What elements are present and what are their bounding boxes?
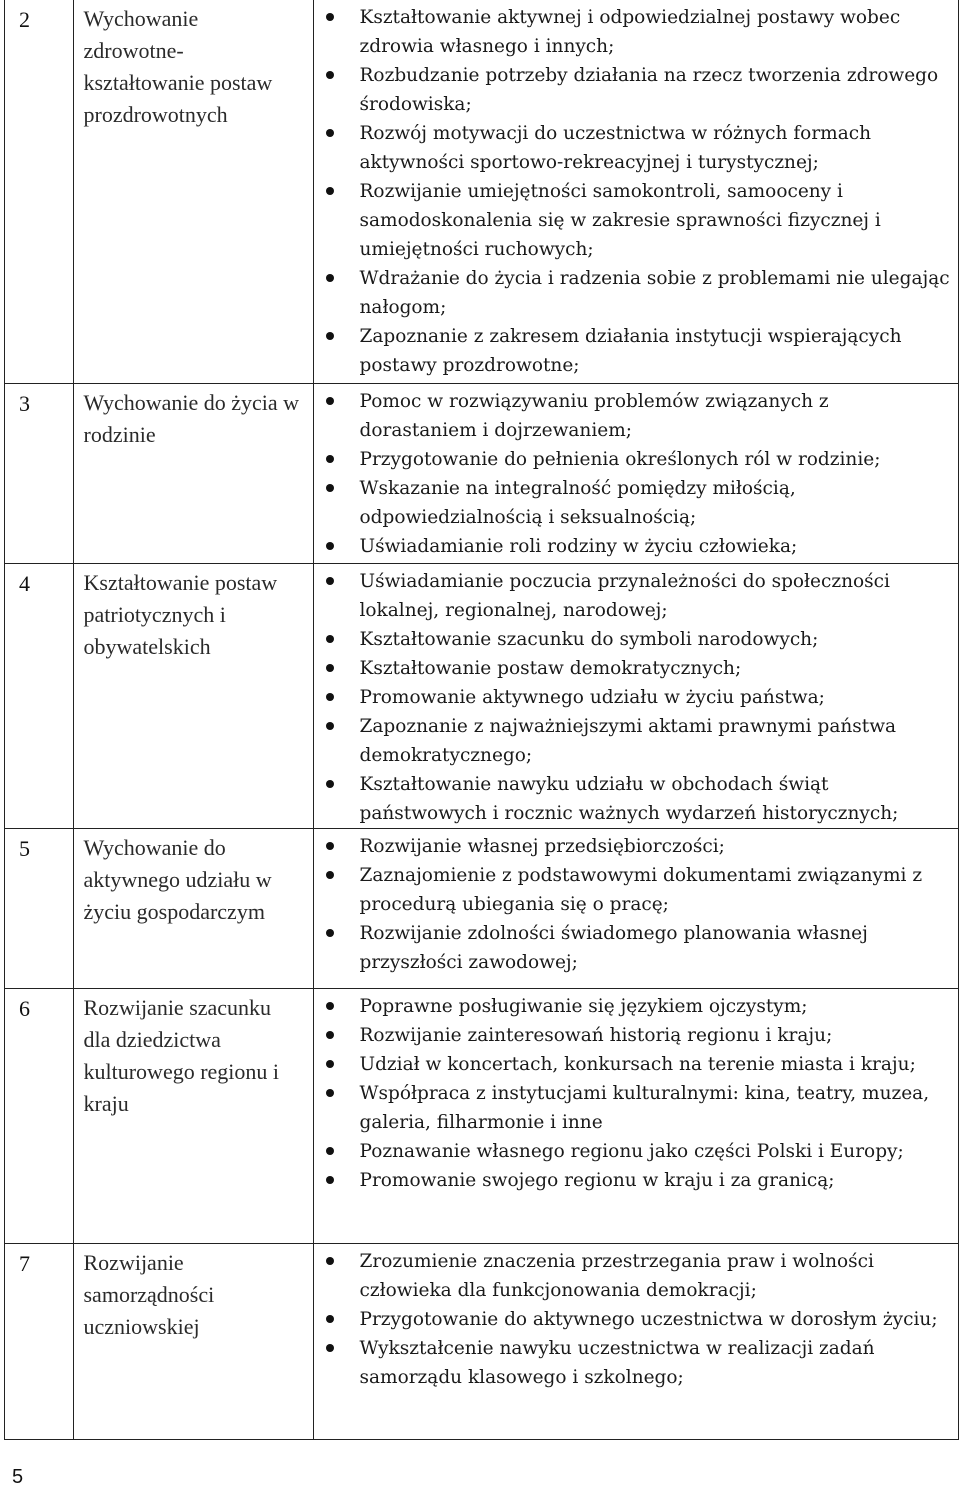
- bullet-icon: [326, 780, 334, 788]
- list-item: [314, 683, 951, 712]
- row-title: Wychowanie do życia w rodzinie: [73, 383, 313, 563]
- bullet-icon: [326, 484, 334, 492]
- list-item: [314, 712, 951, 770]
- list-item: [314, 3, 951, 61]
- row-number: 3: [5, 383, 73, 563]
- list-item-text: Kształtowanie aktywnej i odpowiedzialnej postawy wobec zdrowia własnego i innych;: [359, 7, 901, 57]
- table-row: [5, 383, 958, 563]
- bullet-icon: [326, 1060, 334, 1068]
- list-item: [314, 1137, 951, 1166]
- list-item-text: Wskazanie na integralność pomiędzy miłością, odpowiedzialnością i seksualnością;: [359, 477, 796, 528]
- list-item: [314, 992, 951, 1021]
- list-item: [314, 567, 951, 625]
- list-item: [314, 177, 951, 264]
- list-item-text: Uświadamianie poczucia przynależności do społeczności lokalnej, regionalnej, narodowej;: [359, 570, 890, 621]
- list-item: [314, 625, 951, 654]
- bullet-icon: [326, 722, 334, 730]
- table-row: [5, 1243, 958, 1439]
- row-number: 5: [5, 828, 73, 988]
- list-item: [314, 654, 951, 683]
- list-item-text: Zapoznanie z zakresem działania instytucji wspierających postawy prozdrowotne;: [359, 326, 902, 376]
- list-item-text: Wdrażanie do życia i radzenia sobie z problemami nie ulegając nałogom;: [359, 268, 950, 318]
- bullet-icon: [326, 397, 334, 405]
- bullet-list: [314, 3, 951, 380]
- list-item: [314, 445, 951, 474]
- list-item-text: Kształtowanie postaw demokratycznych;: [359, 657, 742, 679]
- list-item: [314, 1334, 951, 1392]
- list-item: [314, 387, 951, 445]
- list-item: [314, 61, 951, 119]
- row-items: [313, 988, 958, 1243]
- row-title: Wychowanie zdrowotne-kształtowanie postaw prozdrowotnych: [73, 0, 313, 383]
- row-items: [313, 563, 958, 828]
- list-item: [314, 474, 951, 532]
- bullet-icon: [326, 929, 334, 937]
- bullet-icon: [326, 1031, 334, 1039]
- bullet-list: [314, 567, 951, 828]
- bullet-icon: [326, 71, 334, 79]
- list-item-text: Rozwijanie zdolności świadomego planowania własnej przyszłości zawodowej;: [359, 922, 868, 973]
- bullet-icon: [326, 1315, 334, 1323]
- list-item: [314, 1021, 951, 1050]
- bullet-icon: [326, 1002, 334, 1010]
- list-item-text: Zapoznanie z najważniejszymi aktami prawnymi państwa demokratycznego;: [359, 715, 897, 766]
- bullet-icon: [326, 455, 334, 463]
- bullet-icon: [326, 693, 334, 701]
- bullet-icon: [326, 1344, 334, 1352]
- list-item-text: Rozbudzanie potrzeby działania na rzecz tworzenia zdrowego środowiska;: [359, 65, 939, 115]
- bullet-icon: [326, 635, 334, 643]
- list-item: [314, 1050, 951, 1079]
- list-item: [314, 861, 951, 919]
- table-row: [5, 563, 958, 828]
- bullet-icon: [326, 1147, 334, 1155]
- bullet-icon: [326, 1176, 334, 1184]
- list-item-text: Rozwijanie własnej przedsiębiorczości;: [359, 835, 725, 857]
- program-table: [5, 0, 958, 1439]
- list-item-text: Przygotowanie do pełnienia określonych ról w rodzinie;: [359, 448, 881, 470]
- table-row: [5, 0, 958, 383]
- row-number: 4: [5, 563, 73, 828]
- list-item: [314, 832, 951, 861]
- bullet-icon: [326, 842, 334, 850]
- bullet-icon: [326, 1089, 334, 1097]
- bullet-icon: [326, 664, 334, 672]
- program-table-frame: [4, 0, 959, 1440]
- list-item: [314, 1166, 951, 1195]
- bullet-icon: [326, 542, 334, 550]
- row-title: Wychowanie do aktywnego udziału w życiu gospodarczym: [73, 828, 313, 988]
- list-item: [314, 770, 951, 828]
- list-item-text: Zrozumienie znaczenia przestrzegania praw i wolności człowieka dla funkcjonowania demokracji;: [359, 1250, 874, 1301]
- bullet-icon: [326, 187, 334, 195]
- row-items: [313, 1243, 958, 1439]
- bullet-icon: [326, 274, 334, 282]
- list-item-text: Pomoc w rozwiązywaniu problemów związanych z dorastaniem i dojrzewaniem;: [359, 390, 829, 441]
- list-item-text: Poprawne posługiwanie się językiem ojczystym;: [359, 995, 808, 1017]
- bullet-icon: [326, 129, 334, 137]
- list-item-text: Kształtowanie nawyku udziału w obchodach świąt państwowych i rocznic ważnych wydarzeń historycznych;: [359, 773, 899, 824]
- list-item-text: Promowanie swojego regionu w kraju i za granicą;: [359, 1169, 835, 1191]
- bullet-icon: [326, 871, 334, 879]
- row-items: [313, 383, 958, 563]
- list-item: [314, 919, 951, 977]
- list-item: [314, 1079, 951, 1137]
- row-title: Kształtowanie postaw patriotycznych i obywatelskich: [73, 563, 313, 828]
- list-item-text: Promowanie aktywnego udziału w życiu państwa;: [359, 686, 825, 708]
- row-items: [313, 828, 958, 988]
- list-item-text: Współpraca z instytucjami kulturalnymi: kina, teatry, muzea, galeria, filharmonie i inne: [359, 1082, 930, 1133]
- page-number: 5: [12, 1466, 24, 1488]
- list-item-text: Udział w koncertach, konkursach na terenie miasta i kraju;: [359, 1053, 916, 1075]
- list-item-text: Rozwijanie zainteresowań historią regionu i kraju;: [359, 1024, 833, 1046]
- list-item-text: Rozwój motywacji do uczestnictwa w różnych formach aktywności sportowo-rekreacyjnej i turystycznej;: [359, 123, 872, 173]
- row-title: Rozwijanie szacunku dla dziedzictwa kulturowego regionu i kraju: [73, 988, 313, 1243]
- list-item-text: Zaznajomienie z podstawowymi dokumentami związanymi z procedurą ubiegania się o pracę;: [359, 864, 923, 915]
- bullet-list: [314, 387, 951, 561]
- list-item-text: Poznawanie własnego regionu jako części Polski i Europy;: [359, 1140, 904, 1162]
- row-number: 2: [5, 0, 73, 383]
- list-item-text: Wykształcenie nawyku uczestnictwa w realizacji zadań samorządu klasowego i szkolnego;: [359, 1337, 875, 1388]
- list-item-text: Przygotowanie do aktywnego uczestnictwa w dorosłym życiu;: [359, 1308, 938, 1330]
- list-item: [314, 119, 951, 177]
- bullet-icon: [326, 577, 334, 585]
- row-items: [313, 0, 958, 383]
- table-row: [5, 988, 958, 1243]
- bullet-list: [314, 832, 951, 977]
- table-row: [5, 828, 958, 988]
- list-item-text: Uświadamianie roli rodziny w życiu człowieka;: [359, 535, 798, 557]
- row-number: 7: [5, 1243, 73, 1439]
- list-item: [314, 532, 951, 561]
- list-item: [314, 1247, 951, 1305]
- bullet-icon: [326, 13, 334, 21]
- list-item: [314, 322, 951, 380]
- bullet-icon: [326, 332, 334, 340]
- bullet-list: [314, 1247, 951, 1392]
- row-number: 6: [5, 988, 73, 1243]
- bullet-icon: [326, 1257, 334, 1265]
- bullet-list: [314, 992, 951, 1195]
- list-item-text: Rozwijanie umiejętności samokontroli, samooceny i samodoskonalenia się w zakresie sprawności fizycznej i umiejętności ruchowych;: [359, 181, 881, 260]
- list-item-text: Kształtowanie szacunku do symboli narodowych;: [359, 628, 819, 650]
- list-item: [314, 264, 951, 322]
- row-title: Rozwijanie samorządności uczniowskiej: [73, 1243, 313, 1439]
- list-item: [314, 1305, 951, 1334]
